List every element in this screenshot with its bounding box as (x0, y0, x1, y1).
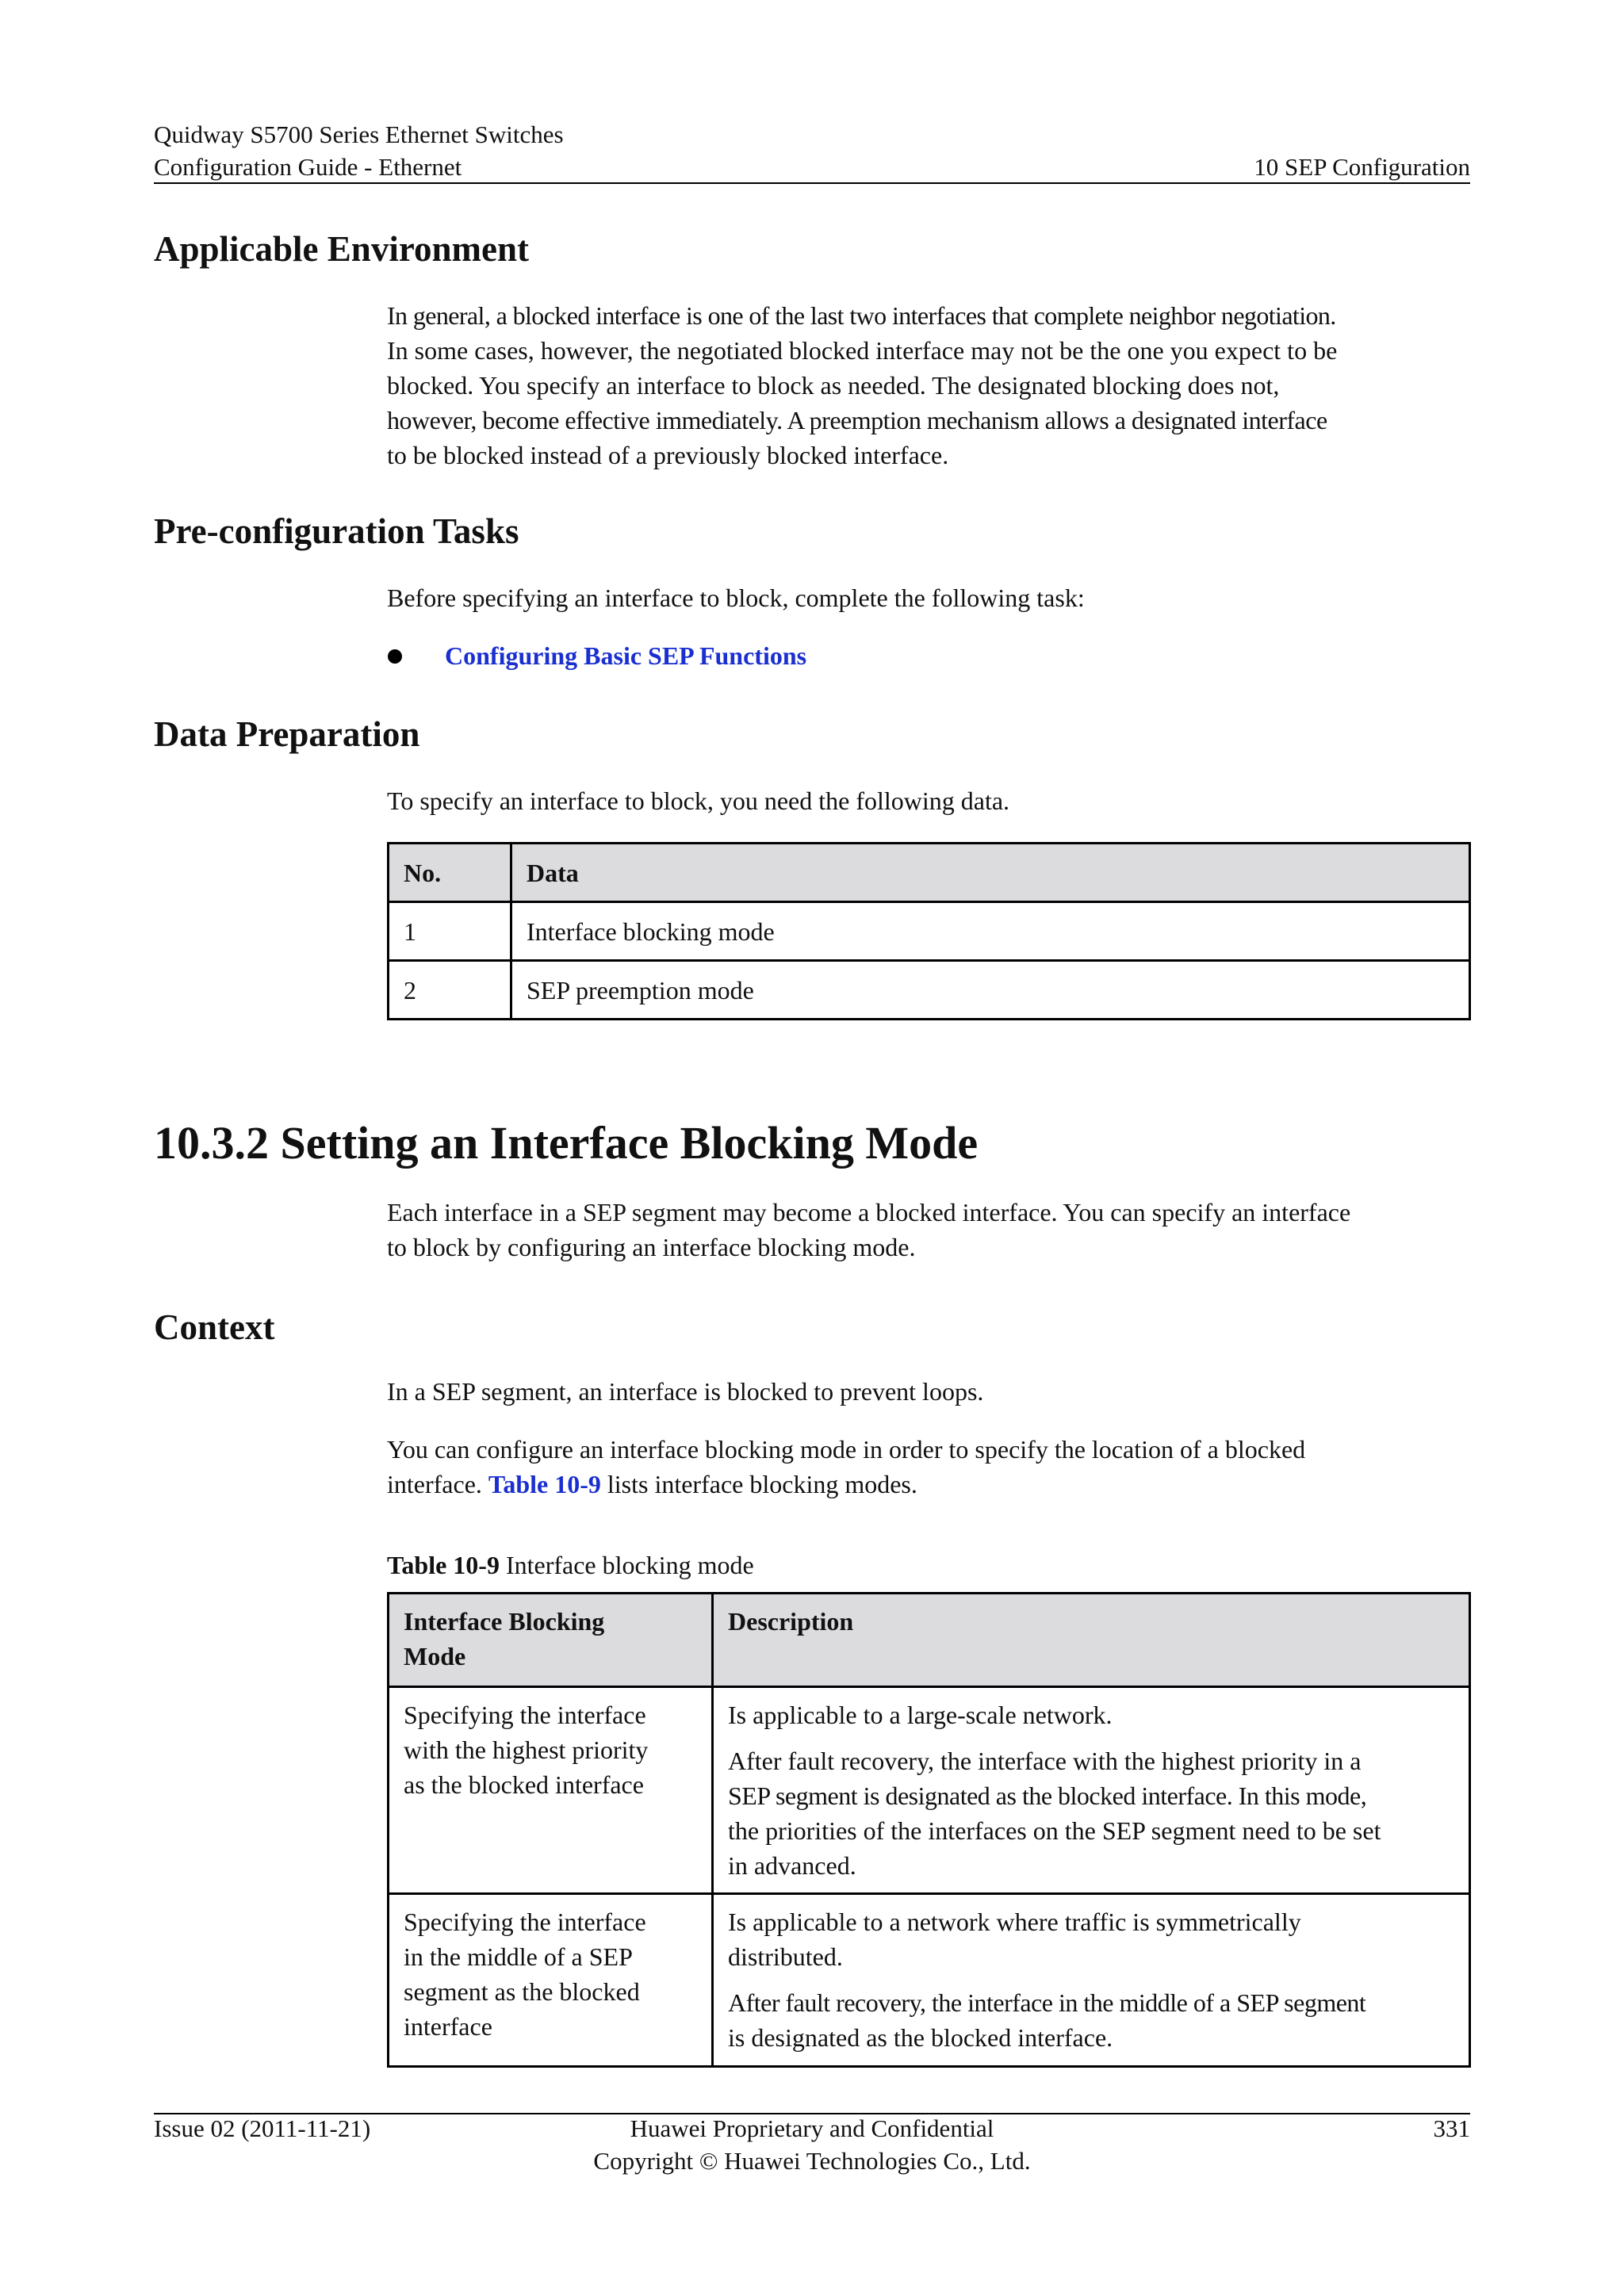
context-heading: Context (154, 1307, 275, 1347)
text-line (387, 1467, 1473, 1502)
column-header-mode (389, 1594, 713, 1687)
mode-cell (389, 1687, 713, 1894)
data-preparation-heading: Data Preparation (154, 714, 420, 754)
cell-line: Is applicable to a network where traffic is symmetrically (728, 1908, 1301, 1936)
header-product: Quidway S5700 Series Ethernet Switches (154, 121, 564, 148)
cell-line: in advanced. (728, 1851, 856, 1880)
cell-line: with the highest priority (404, 1735, 649, 1764)
text-line: You can configure an interface blocking mode in order to specify the location of a blocked (387, 1435, 1306, 1464)
applicable-environment-paragraph (387, 298, 1473, 473)
table-row (389, 1687, 1470, 1894)
mode-cell (389, 1894, 713, 2067)
section-title: 10.3.2 Setting an Interface Blocking Mode (154, 1117, 979, 1169)
context-paragraph-2 (387, 1432, 1473, 1502)
table-header-row (389, 1594, 1470, 1687)
table-caption-text: Interface blocking mode (505, 1551, 754, 1579)
text-line: Each interface in a SEP segment may become a blocked interface. You can specify an interface (387, 1198, 1351, 1226)
header-guide: Configuration Guide - Ethernet (154, 153, 462, 181)
header-chapter: 10 SEP Configuration (1254, 153, 1470, 181)
preconfig-heading: Pre-configuration Tasks (154, 511, 519, 551)
table-row (389, 902, 1470, 961)
row-data: Interface blocking mode (511, 902, 1470, 961)
description-cell (713, 1687, 1470, 1894)
cell-line: is designated as the blocked interface. (728, 2023, 1113, 2052)
text-line: to block by configuring an interface blocking mode. (387, 1233, 916, 1261)
footer-copyright: Copyright © Huawei Technologies Co., Ltd. (593, 2147, 1031, 2175)
table-caption (387, 1548, 754, 1582)
header-divider (154, 182, 1470, 184)
cell-line: in the middle of a SEP (404, 1942, 633, 1971)
interface-blocking-mode-table (387, 1592, 1471, 2068)
row-no: 2 (389, 961, 511, 1020)
row-data: SEP preemption mode (511, 961, 1470, 1020)
data-preparation-intro: To specify an interface to block, you need the following data. (387, 786, 1010, 815)
header-line: Interface Blocking (404, 1607, 605, 1636)
cell-line: Specifying the interface (404, 1701, 646, 1729)
cell-line: SEP segment is designated as the blocked interface. In this mode, (728, 1781, 1367, 1810)
footer-page-number: 331 (1433, 2114, 1470, 2142)
table-row (389, 961, 1470, 1020)
data-preparation-table (387, 842, 1471, 1020)
footer-confidential: Huawei Proprietary and Confidential (630, 2114, 994, 2142)
table-header-row (389, 844, 1470, 902)
text-line: blocked. You specify an interface to block as needed. The designated blocking does not, (387, 371, 1280, 400)
text-fragment: lists interface blocking modes. (607, 1470, 917, 1498)
cell-line: Specifying the interface (404, 1908, 646, 1936)
text-fragment: interface. (387, 1470, 482, 1498)
text-line: to be blocked instead of a previously blocked interface. (387, 441, 949, 469)
cell-line: the priorities of the interfaces on the SEP segment need to be set (728, 1816, 1381, 1845)
table-10-9-link[interactable]: Table 10-9 (488, 1470, 601, 1498)
text-line: however, become effective immediately. A preemption mechanism allows a designated interface (387, 406, 1327, 434)
context-paragraph-1: In a SEP segment, an interface is blocked to prevent loops. (387, 1377, 984, 1406)
cell-line: After fault recovery, the interface with the highest priority in a (728, 1747, 1362, 1775)
footer-issue: Issue 02 (2011-11-21) (154, 2114, 371, 2142)
cell-line: distributed. (728, 1942, 843, 1971)
bullet-icon (388, 649, 402, 664)
table-caption-label: Table 10-9 (387, 1551, 500, 1579)
cell-line: as the blocked interface (404, 1770, 644, 1799)
text-line: In some cases, however, the negotiated blocked interface may not be the one you expect to be (387, 336, 1338, 365)
cell-line: segment as the blocked (404, 1977, 640, 2006)
applicable-environment-heading: Applicable Environment (154, 229, 529, 269)
column-header-description: Description (713, 1594, 1470, 1687)
cell-line: After fault recovery, the interface in the middle of a SEP segment (728, 1988, 1366, 2017)
table-row (389, 1894, 1470, 2067)
description-cell (713, 1894, 1470, 2067)
row-no: 1 (389, 902, 511, 961)
section-intro (387, 1195, 1473, 1265)
column-header-data: Data (511, 844, 1470, 902)
cell-line: interface (404, 2012, 492, 2041)
text-line: In general, a blocked interface is one of the last two interfaces that complete neighbor negotiation. (387, 301, 1336, 330)
column-header-no: No. (389, 844, 511, 902)
preconfig-intro: Before specifying an interface to block, complete the following task: (387, 584, 1085, 612)
cell-line: Is applicable to a large-scale network. (728, 1701, 1113, 1729)
configuring-basic-sep-functions-link[interactable]: Configuring Basic SEP Functions (445, 641, 807, 670)
header-line: Mode (404, 1642, 466, 1670)
